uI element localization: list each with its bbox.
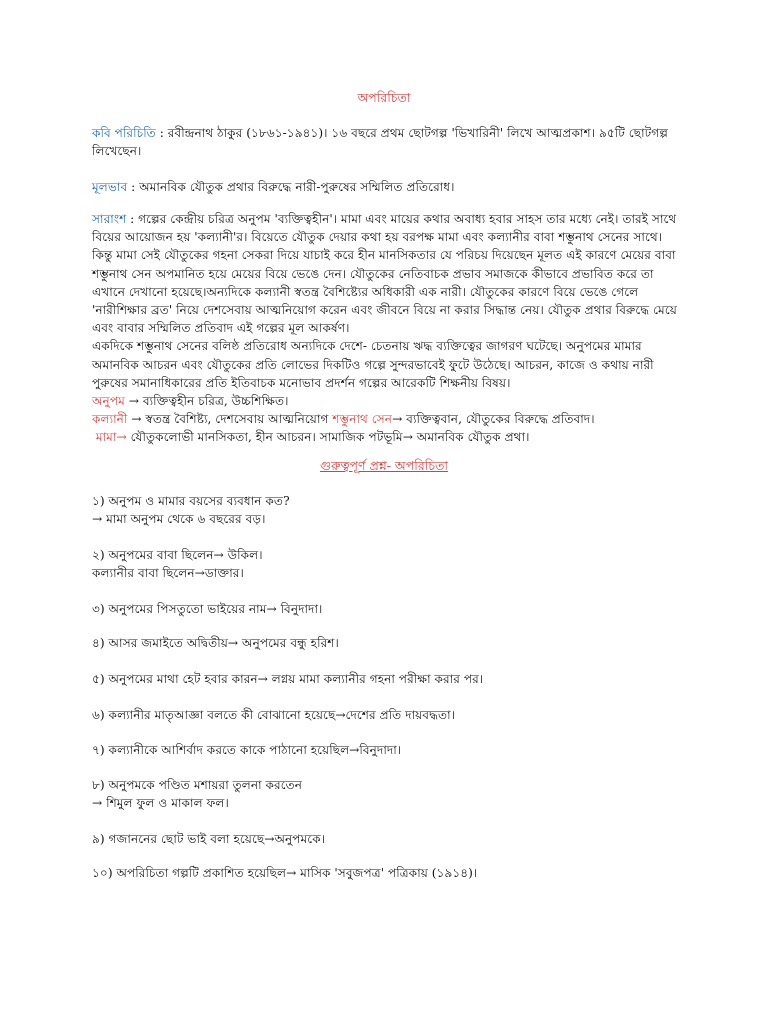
question-item-5 (92, 670, 692, 688)
character-desc-mama: যৌতুকলোভী মানসিকতা, হীন আচরন। সামাজিক পটভূমি→ অমানবিক যৌতুক প্রথা। (130, 430, 530, 445)
character-name-anupam: অনুপম (92, 394, 125, 409)
summary-separator: : (126, 212, 139, 226)
theme-paragraph (92, 178, 682, 196)
character-desc-anupam: ব্যক্তিত্বহীন চরিত্র, উচ্চশিক্ষিত। (142, 394, 289, 409)
summary-text: গল্পের কেন্দ্রীয় চরিত্র অনুপম 'ব্যক্তিত্বহীন'। মামা এবং মায়ের কথার অবাধ্য হবার সাহস তার মধ্যে নেই। তারই সাথে বিয়ের আয়োজন হয় 'কল্যানী'র। বিয়েতে যৌতুক দেয়ার কথা হয় বরপক্ষ মামা এবং কল্যানীর বাবা শম্ভুনাথ সেনের সাথে। কিন্তু মামা সেই যৌতুকের গহনা সেকরা দিয়ে যাচাই করে হীন মানসিকতার যে পরিচয় দিয়েছেন মূলত এই কারণে মেয়ের বাবা শম্ভুনাথ সেন অপমানিত হয়ে মেয়ের বিয়ে ভেঙে দেন। যৌতুকের নেতিবাচক প্রভাব সমাজকে কীভাবে প্রভাবিত করে তা এখানে দেখানো হয়েছে।অন্যদিকে কল্যানী স্বতন্ত্র বৈশিষ্ট্যের অধিকারী এক নারী। যৌতুকের কারণে বিয়ে ভেঙে গেলে 'নারীশিক্ষার ব্রত' নিয়ে দেশসেবায় আত্মনিয়োগ করেন এবং জীবনে বিয়ে না করার সিদ্ধান্ত নেয়। যৌতুক প্রথার বিরুদ্ধে মেয়ে এবং বাবার সম্মিলিত প্রতিবাদ এই গল্পের মূল আকর্ষণ। (92, 212, 677, 336)
character-desc-shambhunath: ব্যক্তিত্ববান, যৌতুকের বিরুদ্ধে প্রতিবাদ। (406, 412, 595, 427)
poet-intro-paragraph (92, 124, 682, 160)
character-name-mama: মামা (95, 430, 117, 445)
question-item-1 (92, 492, 692, 529)
question-line: ৭) কল্যানীকে আশির্বাদ করতে কাকে পাঠানো হয়েছিল→বিনুদাদা। (92, 743, 402, 757)
theme-text: অমানবিক যৌতুক প্রথার বিরুদ্ধে নারী-পুরুষের সম্মিলিত প্রতিরোধ। (139, 180, 455, 194)
page-title: অপরিচিতা (357, 90, 411, 105)
question-item-10 (92, 864, 692, 882)
question-item-6 (92, 706, 692, 724)
question-line: ৮) অনুপমকে পণ্ডিত মশায়রা তুলনা করতেন (92, 778, 303, 792)
question-line: ৬) কল্যানীর মাতৃআজ্ঞা বলতে কী বোঝানো হয়েছে→দেশের প্রতি দায়বদ্ধতা। (92, 708, 456, 722)
answer-line: কল্যানীর বাবা ছিলেন→ডাক্তার। (92, 566, 244, 581)
question-line: ২) অনুপমের বাবা ছিলেন→ উকিল। (92, 548, 263, 562)
question-item-2 (92, 546, 692, 583)
question-line: ৪) আসর জমাইতে অদ্বিতীয়→ অনুপমের বন্ধু হরিশ। (92, 636, 339, 650)
question-line: ১০) অপরিচিতা গল্পটি প্রকাশিত হয়েছিল→ মাসিক 'সবুজপত্র' পত্রিকায় (১৯১৪)। (92, 866, 478, 880)
question-line: ১) অনুপম ও মামার বয়সের ব্যবধান কত? (92, 494, 290, 508)
question-item-3 (92, 600, 692, 618)
answer-line: → মামা অনুপম থেকে ৬ বছরের বড়। (92, 512, 266, 527)
question-item-9 (92, 830, 692, 848)
character-name-shambhunath: শম্ভুনাথ সেন (332, 412, 393, 427)
poet-intro-label: কবি পরিচিতি (92, 126, 156, 140)
character-arrow: → (127, 412, 146, 427)
character-arrow: → (116, 430, 131, 445)
character-arrow: → (392, 412, 407, 427)
question-item-8 (92, 776, 692, 813)
question-line: ৯) গজাননের ছোট ভাই বলা হয়েছে→অনুপমকে। (92, 832, 326, 846)
summary-label: সারাংশ (92, 212, 127, 226)
character-name-kalyani: কল্যানী (92, 412, 128, 427)
question-line: ৩) অনুপমের পিসতুতো ভাইয়ের নাম→ বিনুদাদা। (92, 602, 323, 616)
poet-intro-separator: : (155, 126, 168, 140)
theme-separator: : (127, 180, 140, 194)
question-line: ৫) অনুপমের মাথা হেট হবার কারন→ লগ্নয় মামা কল্যানীর গহনা পরীক্ষা করার পর। (92, 672, 484, 686)
character-arrow: → (124, 394, 143, 409)
poet-intro-text: রবীন্দ্রনাথ ঠাকুর (১৮৬১-১৯৪১)। ১৬ বছরে প্রথম ছোটগল্প 'ভিখারিনী' লিখে আত্মপ্রকাশ। ৯৫টি ছোটগল্প লিখেছেন। (92, 126, 668, 159)
questions-heading: গুরুত্বপূর্ণ প্রশ্ন- অপরিচিতা (319, 458, 449, 473)
summary-paragraph (92, 210, 682, 447)
theme-label: মূলভাব (92, 180, 128, 194)
answer-line: → শিমুল ফুল ও মাকাল ফল। (92, 796, 229, 811)
question-item-7 (92, 741, 692, 759)
summary-text-continued: একদিকে শম্ভুনাথ সেনের বলিষ্ঠ প্রতিরোধ অন্যদিকে দেশে- চেতনায় ঋদ্ধ ব্যক্তিত্বের জাগরণ ঘটেছে। অনুপমের মামার অমানবিক আচরন এবং যৌতুকের প্রতি লোভের দিকটিও গল্পে সুন্দরভাবেই ফুটে উঠেছে। আচরন, কাজে ও কথায় নারী পুরুষের সমানাধিকারের প্রতি ইতিবাচক মনোভাব প্রদর্শন গল্পের আরেকটি শিক্ষনীয় বিষয়। (92, 339, 654, 390)
question-item-4 (92, 634, 692, 652)
character-desc-kalyani: স্বতন্ত্র বৈশিষ্ট্য, দেশসেবায় আত্মনিয়োগ (145, 412, 329, 427)
